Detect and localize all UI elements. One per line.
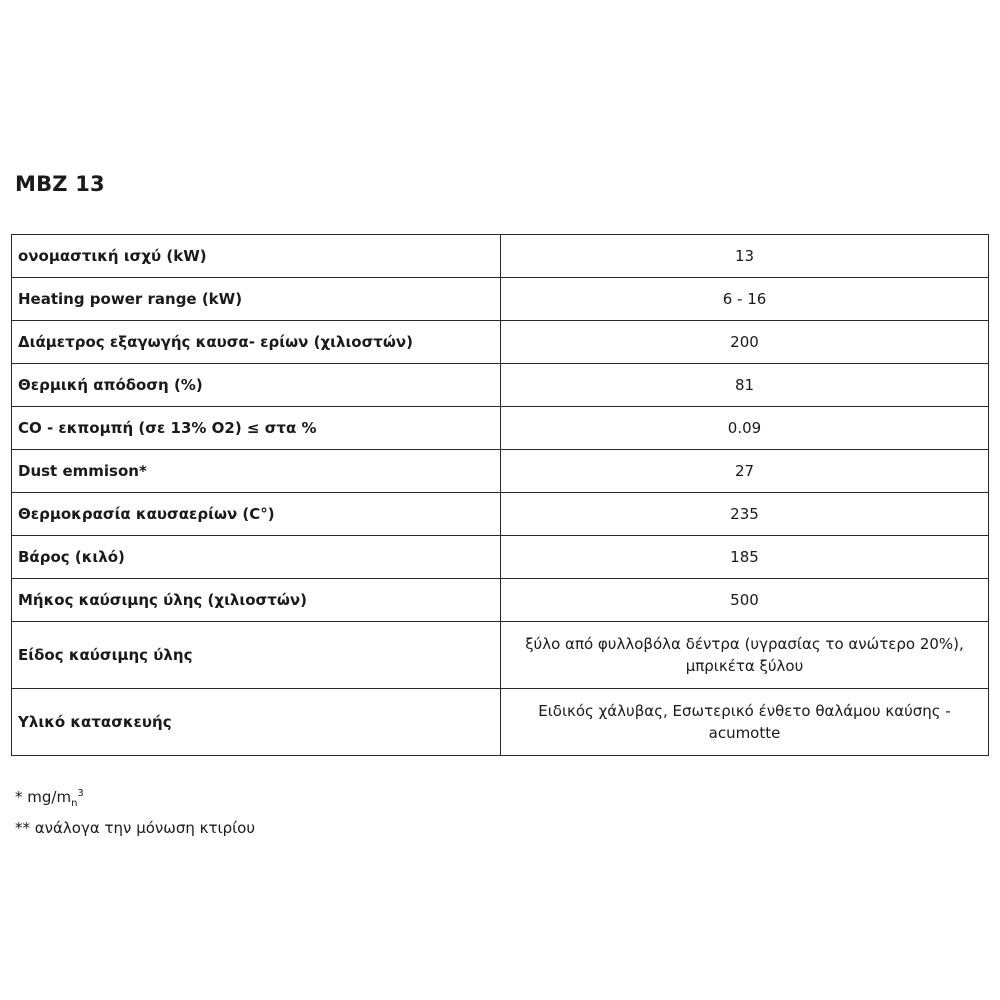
row-value: 6 - 16: [501, 278, 989, 321]
row-label: Θερμική απόδοση (%): [12, 364, 501, 407]
table-row: [12, 278, 989, 321]
row-label: Είδος καύσιμης ύλης: [12, 622, 501, 689]
row-value: [501, 689, 989, 756]
table-row: [12, 579, 989, 622]
row-label: Βάρος (κιλό): [12, 536, 501, 579]
row-label: Υλικό κατασκευής: [12, 689, 501, 756]
table-row: [12, 364, 989, 407]
row-label: Θερμοκρασία καυσαερίων (C°): [12, 493, 501, 536]
row-value-line: μπρικέτα ξύλου: [685, 657, 804, 675]
row-value: 185: [501, 536, 989, 579]
row-value-line: ξύλο από φυλλοβόλα δέντρα (υγρασίας το ανώτερο 20%),: [525, 635, 964, 653]
table-row: [12, 689, 989, 756]
row-value: 81: [501, 364, 989, 407]
table-row: [12, 450, 989, 493]
table-row: [12, 321, 989, 364]
row-label: Heating power range (kW): [12, 278, 501, 321]
table-row: [12, 536, 989, 579]
row-label: CO - εκπομπή (σε 13% O2) ≤ στα %: [12, 407, 501, 450]
row-value: 0.09: [501, 407, 989, 450]
row-value-line: acumotte: [708, 724, 781, 742]
footnote-units-superscript: 3: [77, 788, 84, 799]
table-row: [12, 622, 989, 689]
footnote-units: [15, 782, 255, 816]
specifications-table: [11, 234, 989, 756]
row-value: 27: [501, 450, 989, 493]
row-label: Διάμετρος εξαγωγής καυσα- ερίων (χιλιοστών): [12, 321, 501, 364]
row-value: 13: [501, 235, 989, 278]
row-label: ονομαστική ισχύ (kW): [12, 235, 501, 278]
footnote-insulation: ** ανάλογα την μόνωση κτιρίου: [15, 819, 256, 837]
row-value: [501, 622, 989, 689]
footnotes: [15, 782, 255, 840]
row-value: 235: [501, 493, 989, 536]
row-value: 500: [501, 579, 989, 622]
row-label: Μήκος καύσιμης ύλης (χιλιοστών): [12, 579, 501, 622]
page-title: MBZ 13: [15, 172, 105, 196]
row-value: 200: [501, 321, 989, 364]
table-row: [12, 493, 989, 536]
table-row: [12, 235, 989, 278]
row-label: Dust emmison*: [12, 450, 501, 493]
row-value-line: Ειδικός χάλυβας, Εσωτερικό ένθετο θαλάμου καύσης -: [538, 702, 951, 720]
table-row: [12, 407, 989, 450]
footnote-units-text: * mg/m: [15, 788, 72, 806]
footnote-units-subscript: n: [71, 798, 78, 809]
